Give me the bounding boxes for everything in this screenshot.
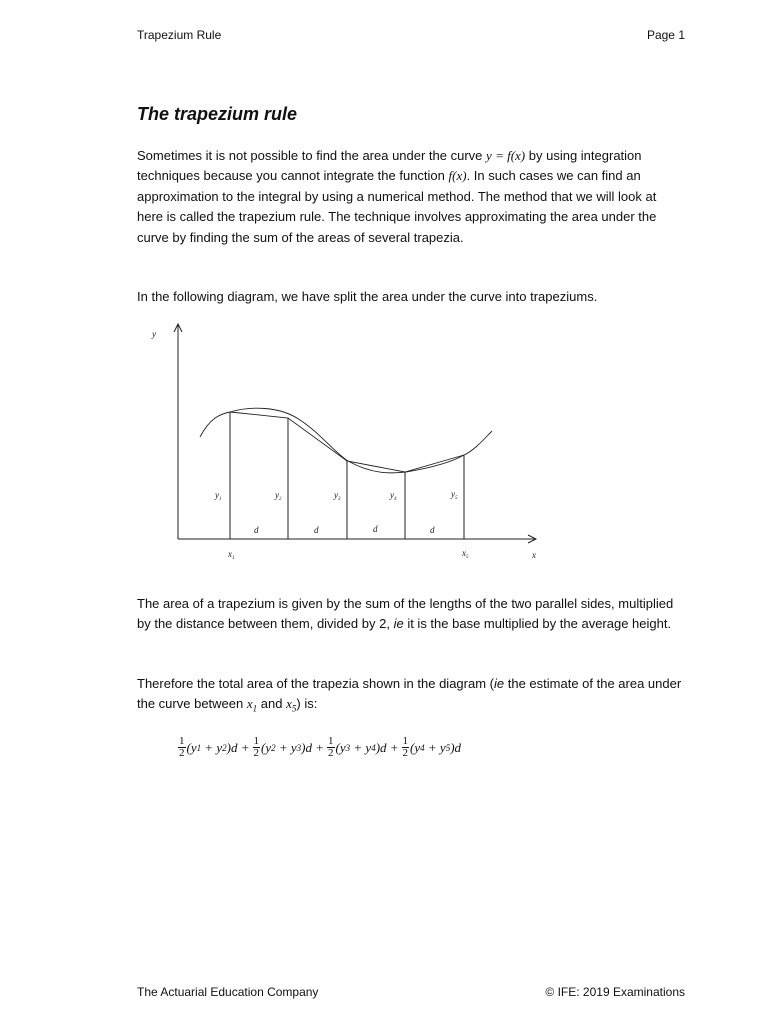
total-area-paragraph — [137, 674, 682, 719]
page-title: The trapezium rule — [137, 104, 298, 124]
width-label-4: d — [430, 525, 435, 535]
trapezium-area-paragraph — [137, 594, 682, 635]
curve-y-equals-f-x — [200, 408, 492, 473]
width-label-3: d — [373, 524, 378, 534]
ie-abbrev-2: ie — [493, 676, 505, 691]
ordinate-label-4: $y_4$ — [390, 490, 397, 502]
y-axis-label: y — [152, 329, 156, 339]
x5-symbol: $x_5$ — [286, 696, 297, 714]
width-label-2: d — [314, 525, 319, 535]
intro-text-1: Sometimes it is not possible to find the area under the curve — [137, 148, 483, 163]
trapezium-diagram — [130, 318, 550, 568]
ordinate-label-3: $y_3$ — [334, 490, 341, 502]
intro-text-2: by using integration techniques because you cannot integrate the function — [137, 148, 642, 184]
header-page-number: Page 1 — [646, 28, 685, 42]
curve-expression: y = f(x) — [486, 148, 526, 163]
ordinate-label-2: $y_2$ — [275, 490, 282, 502]
trapezium-sum-formula — [178, 736, 464, 759]
footer-company: The Actuarial Education Company — [137, 985, 319, 999]
header-left: Trapezium Rule — [137, 28, 222, 42]
and-word: and — [260, 696, 283, 712]
formula-term-2: $\frac{1}{2}$ (y 2 + y 3 )d + — [253, 735, 325, 759]
x1-symbol: $x_1$ — [246, 696, 258, 714]
total-text-2: the estimate of the area under the curve between — [137, 676, 682, 712]
ie-abbrev: ie — [393, 616, 404, 632]
x5-label: $x_5$ — [462, 548, 469, 560]
half-fraction: $\frac{1}{2}$ — [402, 735, 409, 759]
diagram-intro-paragraph: In the following diagram, we have split the area under the curve into trapeziums. — [137, 289, 598, 304]
total-text-1: Therefore the total area of the trapezia shown in the diagram ( — [137, 676, 494, 691]
intro-text-3: . In such cases we can find an approximation to the integral by using a numerical method. The method that we will look at here is called the trapezium rule. The technique involves approximating the area under the curve by finding the sum of the areas of several trapezia. — [137, 168, 657, 245]
footer-copyright: © IFE: 2019 Examinations — [545, 985, 685, 999]
function-expression: f(x) — [448, 168, 467, 184]
width-label-1: d — [254, 525, 259, 535]
intro-paragraph — [137, 146, 682, 248]
area-text-2: it is the base multiplied by the average height. — [407, 616, 672, 632]
ordinate-label-5: $y_5$ — [451, 489, 458, 501]
half-fraction: $\frac{1}{2}$ — [179, 735, 185, 759]
formula-term-3: $\frac{1}{2}$ (y 3 + y 4 )d + — [328, 735, 399, 759]
x1-label: $x_1$ — [228, 549, 235, 561]
total-text-3: ) is: — [296, 696, 318, 712]
half-fraction: $\frac{1}{2}$ — [253, 735, 260, 759]
area-text-1: The area of a trapezium is given by the sum of the lengths of the two parallel sides, multiplied by the distance between them, divided by 2, — [137, 596, 674, 632]
formula-term-4: $\frac{1}{2}$ (y 4 + y 5 )d — [402, 735, 462, 759]
half-fraction: $\frac{1}{2}$ — [328, 735, 334, 759]
ordinate-label-1: $y_1$ — [215, 490, 222, 502]
x-axis-label: x — [532, 550, 536, 560]
formula-term-1: $\frac{1}{2}$ (y 1 + y 2 )d + — [179, 735, 250, 759]
